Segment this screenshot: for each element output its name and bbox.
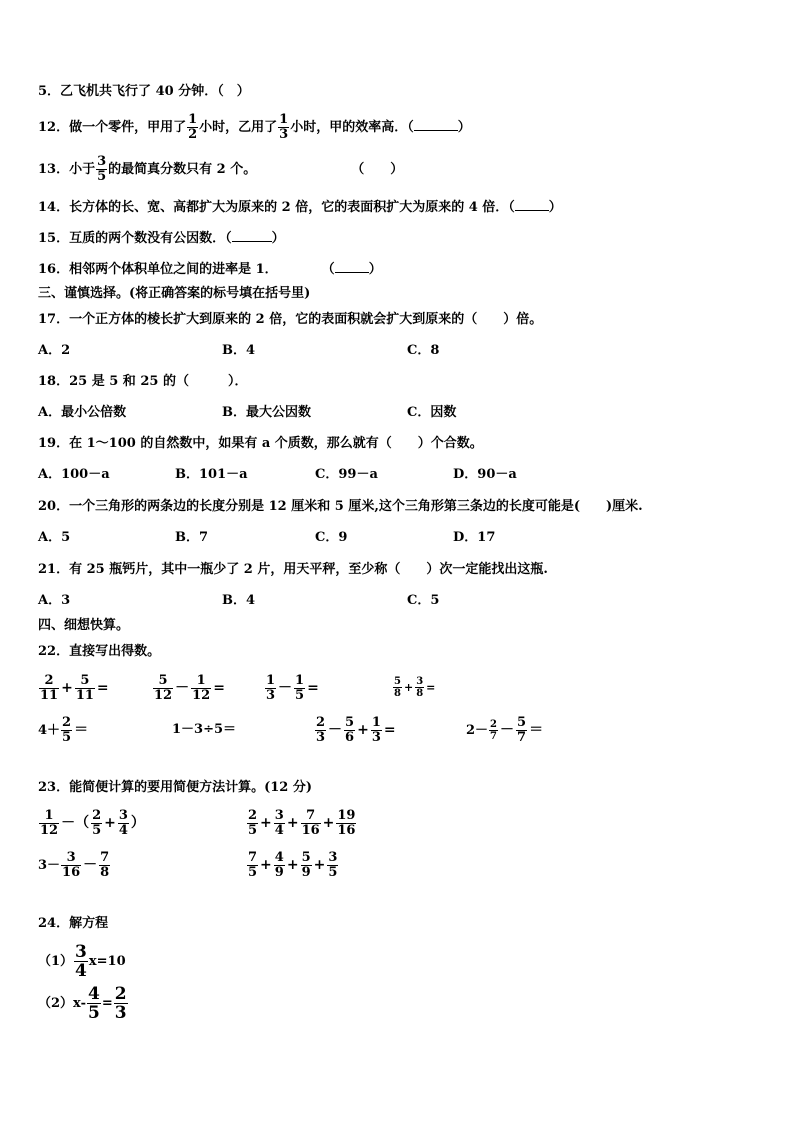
fraction: [415, 676, 424, 699]
numerator: 2: [248, 808, 258, 823]
expression-23-3: [38, 846, 111, 884]
fraction: [294, 674, 305, 703]
numerator: 1: [196, 673, 206, 688]
operator: =: [213, 680, 225, 696]
numerator: 7: [100, 850, 110, 865]
option-a[interactable]: A．3: [38, 593, 71, 608]
q-text: 长方体的长、宽、高都扩大为原来的 2 倍，它的表面积扩大为原来的 4 倍．（: [69, 200, 515, 215]
operator: =: [426, 681, 436, 694]
equation-24-2: [38, 984, 129, 1024]
denominator: 16: [301, 823, 320, 838]
operator: +: [286, 815, 299, 831]
q-text: 乙飞机共飞行了 40 分钟．（ ）: [60, 84, 250, 99]
numerator: 5: [394, 676, 401, 687]
fraction: [39, 674, 59, 703]
denominator: 8: [394, 688, 401, 699]
option-c[interactable]: C．9: [315, 530, 348, 545]
operator: ）: [130, 815, 145, 831]
denominator: 3: [316, 730, 326, 745]
denominator: 5: [62, 730, 72, 745]
numerator: 2: [62, 715, 72, 730]
expression-22-6: 1－3÷5＝: [172, 722, 237, 737]
q-num: 14．: [38, 200, 70, 215]
question-19: 19．在 1～100 的自然数中，如果有 a 个质数，那么就有（ ）个合数。: [38, 436, 483, 451]
denominator: 5: [328, 865, 338, 880]
numerator: 3: [66, 850, 76, 865]
denominator: 9: [274, 865, 284, 880]
operator: －: [328, 722, 343, 738]
fraction: [153, 674, 173, 703]
fraction: [39, 809, 59, 838]
operator: +: [61, 680, 73, 696]
denominator: 4: [118, 823, 128, 838]
numerator: 2: [114, 984, 127, 1004]
question-14: [38, 196, 562, 218]
numerator: 4: [87, 984, 100, 1004]
question-16: [38, 258, 382, 280]
answer-blank[interactable]: [232, 227, 272, 242]
fraction: [75, 674, 95, 703]
option-d[interactable]: D．17: [453, 530, 496, 545]
option-a[interactable]: A．2: [38, 343, 71, 358]
operator: =: [307, 680, 319, 696]
numerator: 1: [371, 715, 381, 730]
q-text: 做一个零件，甲用了: [69, 120, 187, 135]
numerator: 5: [301, 850, 311, 865]
fraction: [274, 809, 285, 838]
question-13: [38, 152, 403, 188]
operator: －: [175, 680, 190, 696]
fraction: [516, 716, 527, 745]
q-text: 互质的两个数没有公因数．（: [69, 231, 232, 246]
q-text: ）: [457, 120, 471, 135]
operator: －: [83, 857, 98, 873]
option-a[interactable]: A．最小公倍数: [38, 405, 127, 420]
denominator: 12: [192, 688, 211, 703]
q-text: 小时，甲的效率高．（: [290, 120, 414, 135]
denominator: 7: [517, 730, 527, 745]
option-c[interactable]: C．8: [407, 343, 440, 358]
denominator: 5: [248, 865, 258, 880]
section-heading-4: 四、细想快算。: [38, 618, 130, 633]
section-heading-3: 三、谨慎选择。(将正确答案的标号填在括号里): [38, 286, 311, 301]
denominator: 12: [40, 823, 59, 838]
option-c[interactable]: C．5: [407, 593, 440, 608]
numerator: 2: [92, 808, 102, 823]
question-15: [38, 227, 285, 249]
operator: +: [322, 815, 335, 831]
q-text: ）: [271, 231, 285, 246]
fraction: [247, 851, 258, 880]
fraction: [87, 985, 101, 1022]
denominator: 2: [188, 127, 198, 142]
q-num: 12．: [38, 120, 70, 135]
q-num: 16．: [38, 262, 70, 277]
fraction: [191, 674, 211, 703]
question-12: [38, 110, 471, 146]
option-a[interactable]: A．100－a: [38, 467, 110, 482]
answer-blank[interactable]: [335, 258, 369, 273]
operator: －: [500, 722, 515, 738]
fraction: [489, 719, 498, 742]
denominator: 3: [371, 730, 381, 745]
option-c[interactable]: C．因数: [407, 405, 457, 420]
expression-23-4: [246, 846, 339, 884]
denominator: 12: [154, 688, 173, 703]
expression-23-2: [246, 804, 357, 842]
operand: 2－: [466, 723, 489, 738]
numerator: 3: [416, 676, 424, 687]
q-num: 15．: [38, 231, 70, 246]
denominator: 6: [345, 730, 355, 745]
option-b[interactable]: B．最大公因数: [222, 405, 311, 420]
denominator: 5: [92, 823, 102, 838]
numerator: 2: [316, 715, 326, 730]
numerator: 7: [306, 808, 316, 823]
q-text: ）: [368, 262, 382, 277]
q-num: 5．: [38, 84, 61, 99]
answer-blank[interactable]: [515, 196, 549, 211]
option-b[interactable]: B．4: [222, 593, 256, 608]
numerator: 1: [279, 112, 289, 127]
numerator: 5: [158, 673, 168, 688]
fraction: [301, 809, 321, 838]
option-b[interactable]: B．4: [222, 343, 256, 358]
expression-22-8: [466, 712, 544, 748]
q-text: 的最简真分数只有 2 个。: [108, 162, 257, 177]
question-24: 24．解方程: [38, 916, 109, 931]
fraction: [91, 809, 102, 838]
fraction: [61, 851, 81, 880]
fraction: [247, 809, 258, 838]
expression-23-1: [38, 804, 146, 842]
operator: =: [96, 680, 109, 696]
denominator: 8: [416, 688, 424, 699]
fraction: [327, 851, 338, 880]
expression-22-7: [314, 712, 397, 748]
q-text: 小于: [69, 162, 96, 177]
denominator: 5: [248, 823, 258, 838]
fraction: [336, 809, 356, 838]
option-d[interactable]: D．90－a: [453, 467, 517, 482]
numerator: 5: [80, 673, 90, 688]
denominator: 5: [97, 169, 107, 184]
numerator: 19: [337, 808, 356, 823]
numerator: 2: [44, 673, 54, 688]
fraction: [99, 851, 110, 880]
q-text: 小时，乙用了: [199, 120, 278, 135]
numerator: 1: [295, 673, 305, 688]
numerator: 4: [274, 850, 284, 865]
operator: ＝: [74, 722, 89, 738]
answer-bracket[interactable]: （ ）: [351, 162, 404, 177]
operand: 4＋: [38, 723, 61, 738]
fraction: [118, 809, 129, 838]
numerator: 1: [44, 808, 54, 823]
option-c[interactable]: C．99－a: [315, 467, 378, 482]
q-text: ）: [548, 200, 562, 215]
fraction: [301, 851, 312, 880]
denominator: 3: [279, 127, 289, 142]
fraction: [278, 113, 289, 142]
fraction: [315, 716, 326, 745]
numerator: 5: [345, 715, 355, 730]
denominator: 16: [62, 865, 81, 880]
operator: =: [383, 722, 396, 738]
option-b[interactable]: B．101－a: [175, 467, 248, 482]
operator: +: [260, 857, 272, 873]
denominator: 3: [114, 1003, 127, 1023]
expression-22-5: [38, 712, 89, 748]
fraction: [274, 851, 285, 880]
numerator: 3: [75, 942, 87, 962]
denominator: 11: [75, 688, 94, 703]
operator: +: [313, 857, 326, 873]
equation-rhs: x=10: [88, 954, 126, 969]
question-18: 18．25 是 5 和 25 的（ ）．: [38, 374, 248, 389]
q-text: （: [321, 262, 335, 277]
q-text: 相邻两个体积单位之间的进率是 1．: [69, 262, 278, 277]
fraction: [393, 676, 402, 699]
denominator: 4: [274, 823, 284, 838]
operator: +: [403, 681, 414, 694]
denominator: 11: [40, 688, 59, 703]
answer-blank[interactable]: [414, 116, 458, 131]
question-17: 17．一个正方体的棱长扩大到原来的 2 倍，它的表面积就会扩大到原来的（ ）倍。: [38, 312, 543, 327]
fraction: [74, 943, 88, 980]
operator: +: [357, 722, 369, 738]
fraction: [61, 716, 72, 745]
numerator: 3: [97, 154, 107, 169]
question-5: [38, 82, 250, 102]
expression-22-2: [152, 670, 226, 706]
question-22: 22．直接写出得数。: [38, 644, 161, 659]
part-label: （1）: [38, 954, 74, 969]
numerator: 3: [118, 808, 128, 823]
numerator: 5: [517, 715, 527, 730]
fraction: [371, 716, 382, 745]
numerator: 3: [328, 850, 338, 865]
q-num: 13．: [38, 162, 70, 177]
numerator: 3: [274, 808, 284, 823]
operator: －（: [61, 815, 90, 831]
fraction: [114, 985, 128, 1022]
fraction: [96, 155, 107, 184]
expression-22-1: [38, 670, 110, 706]
expression-22-4: [392, 672, 436, 704]
fraction: [187, 113, 198, 142]
denominator: 9: [301, 865, 311, 880]
option-b[interactable]: B．7: [175, 530, 209, 545]
numerator: 1: [266, 673, 276, 688]
operator: +: [104, 815, 116, 831]
operator: +: [286, 857, 299, 873]
denominator: 5: [87, 1003, 100, 1023]
fraction: [344, 716, 355, 745]
denominator: 16: [337, 823, 356, 838]
question-23: 23．能简便计算的要用简便方法计算。(12 分): [38, 780, 313, 795]
equation-24-1: [38, 942, 126, 982]
expression-22-3: [264, 670, 320, 706]
fraction: [265, 674, 276, 703]
question-21: 21．有 25 瓶钙片，其中一瓶少了 2 片，用天平秤，至少称（ ）次一定能找出这瓶.: [38, 562, 548, 577]
denominator: 5: [295, 688, 305, 703]
operator: ＝: [529, 722, 544, 738]
numerator: 7: [248, 850, 258, 865]
option-a[interactable]: A．5: [38, 530, 71, 545]
numerator: 1: [188, 112, 198, 127]
part-label: （2）x-: [38, 996, 86, 1011]
denominator: 4: [75, 961, 87, 981]
denominator: 8: [100, 865, 110, 880]
numerator: 2: [490, 719, 498, 730]
operand: 3－: [38, 858, 61, 873]
question-20: 20．一个三角形的两条边的长度分别是 12 厘米和 5 厘米,这个三角形第三条边的长度可能是( )厘米.: [38, 499, 643, 514]
operator: +: [260, 815, 272, 831]
denominator: 3: [266, 688, 276, 703]
denominator: 7: [490, 731, 498, 742]
operator: =: [101, 996, 113, 1011]
operator: －: [278, 680, 293, 696]
